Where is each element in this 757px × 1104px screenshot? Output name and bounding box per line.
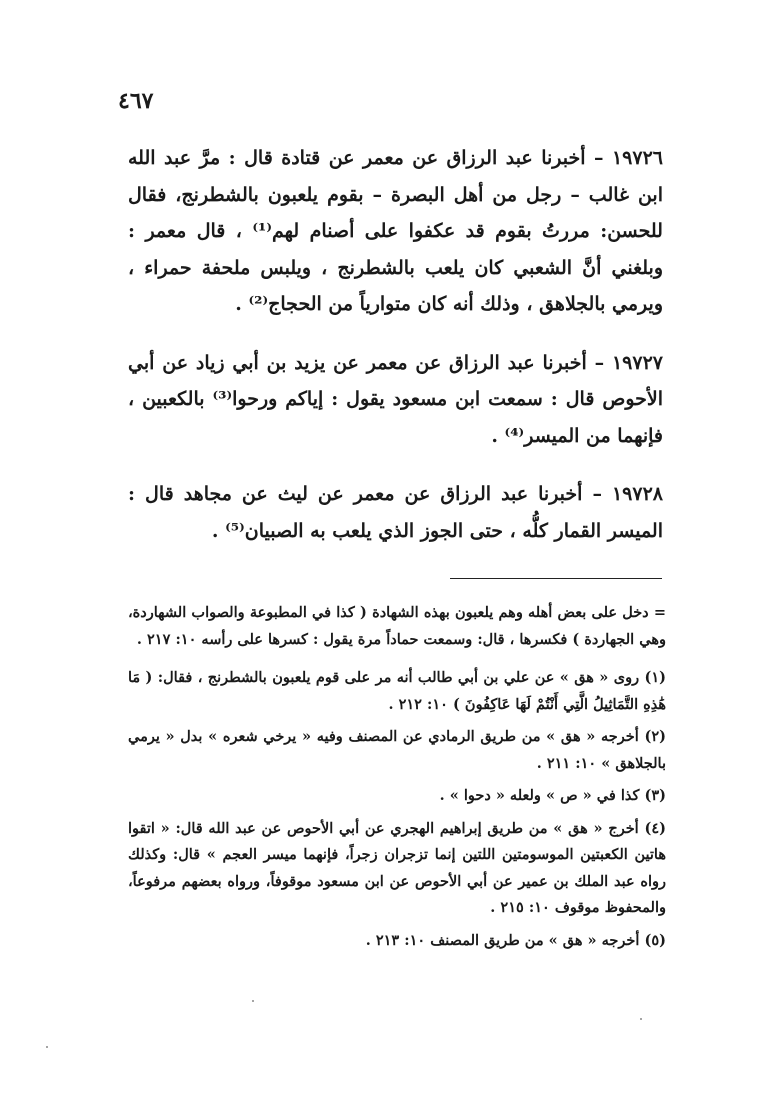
hadith-number: ١٩٧٢٨ xyxy=(611,483,663,505)
footnote-marker: (٥) xyxy=(644,931,666,949)
footnote-separator xyxy=(450,578,662,579)
footnotes xyxy=(128,600,666,960)
footnote-text: أخرجه « هق » من طريق الرمادي عن المصنف وفيه « يرخي شعره » بدل « يرمي بالجلاهق » ١٠: ٢١١ . xyxy=(128,728,666,772)
hadith-entries xyxy=(128,140,663,571)
hadith-text: – أخبرنا عبد الرزاق عن معمر عن ليث عن مجاهد قال : الميسر القمار كلُّه ، حتى الجوز الذي يلعب به الصبيان⁽⁵⁾ . xyxy=(128,483,663,542)
scan-speck xyxy=(252,1000,254,1002)
footnote-text: روى « هق » عن علي بن أبي طالب أنه مر على قوم يلعبون بالشطرنج ، فقال: ( مَا هَٰذِهِ التَّمَاثِيلُ الَّتِي أَنْتُمْ لَهَا عَاكِفُونَ ) ١٠: ٢١٢ . xyxy=(128,669,666,713)
hadith-entry xyxy=(128,476,663,549)
footnote xyxy=(128,724,666,777)
footnote-marker: (٣) xyxy=(644,787,666,804)
footnote-marker: (٢) xyxy=(644,728,666,745)
footnote xyxy=(128,816,666,922)
footnote xyxy=(128,928,666,955)
footnote-text: كذا في « ص » ولعله « دحوا » . xyxy=(439,787,640,804)
footnote-marker: (١) xyxy=(644,669,666,686)
footnote xyxy=(128,665,666,718)
hadith-entry xyxy=(128,345,663,455)
scan-speck xyxy=(46,1046,48,1048)
footnote-text: أخرج « هق » من طريق إبراهيم الهجري عن أبي الأحوص عن عبد الله قال: « اتقوا هاتين الكعبتين الموسومتين اللتين إنما تزجران زجراً، فإنهما ميسر العجم » قال: وكذلك رواه عبد الملك بن عمير عن أبي الأحوص عن ابن مسعود موقوفاً، ورواه بعضهم مرفوعاً، والمحفوظ موقوف ١٠: ٢١٥ . xyxy=(128,819,666,916)
hadith-entry xyxy=(128,140,663,323)
hadith-text: – أخبرنا عبد الرزاق عن معمر عن قتادة قال : مرَّ عبد الله ابن غالب – رجل من أهل البصرة – بقوم يلعبون بالشطرنج، فقال للحسن: مررتُ بقوم قد عكفوا على أصنام لهم⁽¹⁾ ، قال معمر : وبلغني أنَّ الشعبي كان يلعب بالشطرنج ، ويلبس ملحفة حمراء ، ويرمي بالجلاهق ، وذلك أنه كان متوارياً من الحجاج⁽²⁾ . xyxy=(128,147,663,315)
footnote xyxy=(128,783,666,810)
footnote-continuation: = دخل على بعض أهله وهم يلعبون بهذه الشهادة ( كذا في المطبوعة والصواب الشهاردة، وهي الجهاردة ) فكسرها ، قال: وسمعت حماداً مرة يقول : كسرها على رأسه ١٠: ٢١٧ . xyxy=(128,604,666,648)
footnote-text: أخرجه « هق » من طريق المصنف ١٠: ٢١٣ . xyxy=(365,931,640,949)
footnote-marker: (٤) xyxy=(644,819,666,837)
hadith-number: ١٩٧٢٧ xyxy=(611,351,663,374)
hadith-text: – أخبرنا عبد الرزاق عن معمر عن يزيد بن أبي زياد عن أبي الأحوص قال : سمعت ابن مسعود يقول : إياكم ورحوا⁽³⁾ بالكعبين ، فإنهما من الميسر⁽⁴⁾ . xyxy=(128,351,663,447)
hadith-number: ١٩٧٢٦ xyxy=(611,147,663,169)
scan-speck xyxy=(640,1018,642,1020)
page-number: ٤٦٧ xyxy=(118,88,154,114)
